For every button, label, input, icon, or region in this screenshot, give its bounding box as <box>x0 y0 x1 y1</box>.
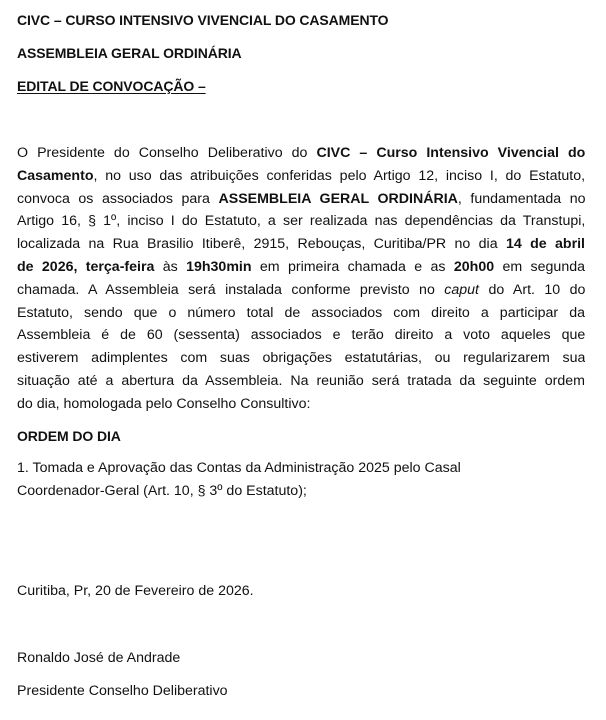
document-title: CIVC – CURSO INTENSIVO VIVENCIAL DO CASAMENTO <box>17 12 389 28</box>
paragraph-line: situação até a abertura da Assembleia. Na reunião será tratada da seguinte ordem <box>17 372 585 389</box>
agenda-item-line: Coordenador-Geral (Art. 10, § 3º do Estatuto); <box>17 483 307 499</box>
convocation-paragraph <box>17 142 585 416</box>
paragraph-line: O Presidente do Conselho Deliberativo do CIVC – Curso Intensivo Vivencial do <box>17 145 585 161</box>
assembly-title: ASSEMBLEIA GERAL ORDINÁRIA <box>17 45 242 61</box>
paragraph-line: Estatuto, sendo que o número total de associados com direito a participar da <box>17 304 585 321</box>
paragraph-line: Casamento, no uso das atribuições conferidas pelo Artigo 12, inciso I, do Estatuto, <box>17 167 585 184</box>
edital-heading: EDITAL DE CONVOCAÇÃO – <box>17 78 206 94</box>
paragraph-line: de 2026, terça-feira às 19h30min em primeira chamada e as 20h00 em segunda <box>17 258 585 275</box>
paragraph-line: Assembleia é de 60 (sessenta) associados e terão direito a voto aqueles que <box>17 327 585 344</box>
place-and-date: Curitiba, Pr, 20 de Fevereiro de 2026. <box>17 583 254 599</box>
agenda-heading: ORDEM DO DIA <box>17 428 121 444</box>
signer-title: Presidente Conselho Deliberativo <box>17 683 228 699</box>
agenda-item-line: 1. Tomada e Aprovação das Contas da Administração 2025 pelo Casal <box>17 460 461 476</box>
paragraph-line: localizada na Rua Brasilio Itiberê, 2915, Rebouças, Curitiba/PR no dia 14 de abril <box>17 236 585 253</box>
paragraph-line: chamada. A Assembleia será instalada conforme previsto no caput do Art. 10 do <box>17 281 585 298</box>
paragraph-line: estiverem adimplentes com suas obrigações estatutárias, ou regularizarem sua <box>17 350 585 367</box>
signer-name: Ronaldo José de Andrade <box>17 650 181 666</box>
paragraph-line: Artigo 16, § 1º, inciso I do Estatuto, a ser realizada nas dependências da Transtupi, <box>17 213 585 230</box>
paragraph-line: do dia, homologada pelo Conselho Consultivo: <box>17 395 311 412</box>
paragraph-line: convoca os associados para ASSEMBLEIA GERAL ORDINÁRIA, fundamentada no <box>17 190 585 207</box>
